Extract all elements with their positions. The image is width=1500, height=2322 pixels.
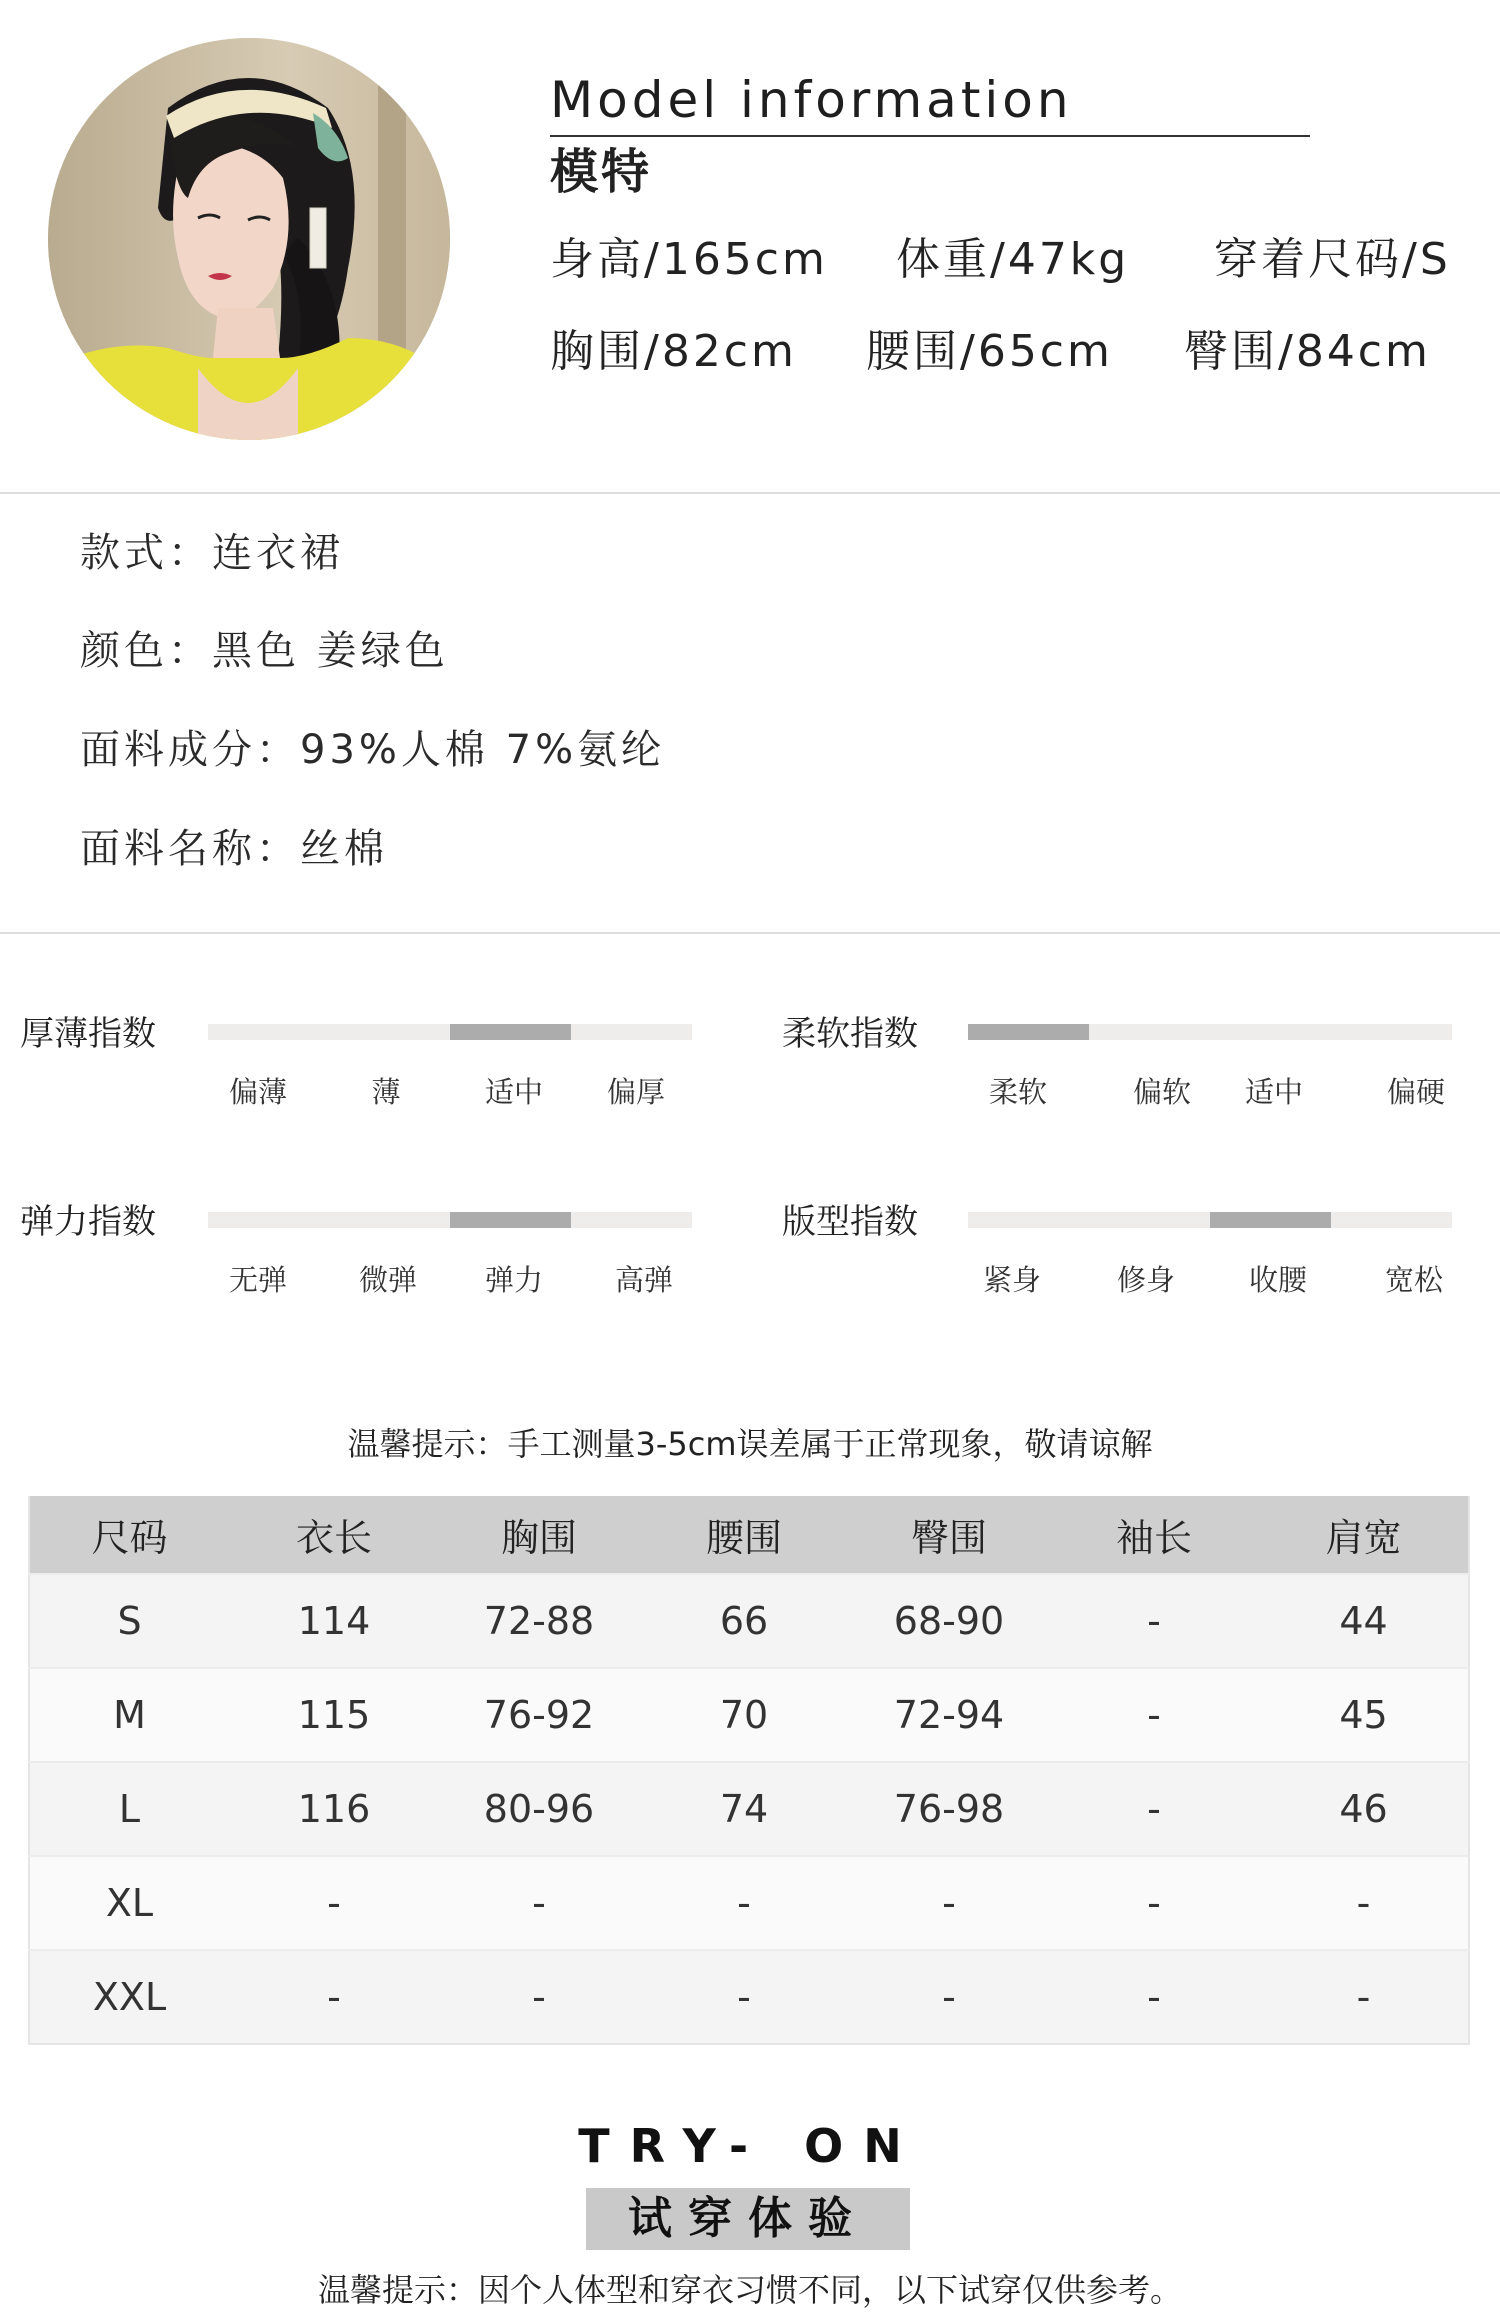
table-header-cell: 尺码 [29,1496,229,1574]
table-cell: - [639,1856,849,1950]
index-tick: 微弹 [358,1263,418,1297]
table-cell: 66 [639,1574,849,1668]
index-tick: 无弹 [228,1263,288,1297]
table-cell: - [1049,1856,1259,1950]
table-header-cell: 臀围 [849,1496,1049,1574]
attr-fabric-name: 面料名称：丝棉 [80,826,388,872]
table-cell: 44 [1259,1574,1469,1668]
table-cell: 115 [229,1668,439,1762]
index-title-fit: 版型指数 [782,1202,918,1242]
model-bust: 胸围/82cm [550,326,797,377]
index-tick: 偏厚 [606,1075,666,1109]
tryon-title-cn: 试穿体验 [628,2193,868,2244]
table-cell: 68-90 [849,1574,1049,1668]
index-marker-fit [1210,1212,1331,1228]
table-header-cell: 胸围 [439,1496,639,1574]
attr-fabric-composition: 面料成分：93%人棉 7%氨纶 [80,727,666,773]
table-header-cell: 衣长 [229,1496,439,1574]
table-cell: 72-94 [849,1668,1049,1762]
index-track-softness [968,1024,1452,1040]
table-cell: - [1049,1668,1259,1762]
index-tick: 弹力 [484,1263,544,1297]
table-cell: 74 [639,1762,849,1856]
index-tick: 薄 [371,1075,401,1109]
table-cell: M [29,1668,229,1762]
index-tick: 柔软 [988,1075,1048,1109]
table-row [29,1574,1469,1668]
table-cell: XXL [29,1950,229,2044]
table-row [29,1762,1469,1856]
model-size-worn: 穿着尺码/S [1214,234,1451,285]
tryon-tip: 温馨提示：因个人体型和穿衣习惯不同，以下试穿仅供参考。 [317,2271,1182,2309]
model-height: 身高/165cm [550,234,828,285]
index-tick: 偏薄 [228,1075,288,1109]
table-cell: 76-92 [439,1668,639,1762]
table-cell: XL [29,1856,229,1950]
table-cell: 70 [639,1668,849,1762]
index-tick: 宽松 [1384,1263,1444,1297]
model-info-subtitle: 模特 [550,144,653,200]
table-header-cell: 腰围 [639,1496,849,1574]
table-cell: - [849,1950,1049,2044]
table-cell: - [1049,1950,1259,2044]
table-cell: L [29,1762,229,1856]
index-tick: 适中 [484,1075,544,1109]
index-tick: 偏软 [1132,1075,1192,1109]
index-tick: 高弹 [614,1263,674,1297]
index-tick: 偏硬 [1386,1075,1446,1109]
table-cell: 76-98 [849,1762,1049,1856]
table-row [29,1668,1469,1762]
index-marker-thickness [450,1024,571,1040]
table-cell: - [639,1950,849,2044]
index-track-elasticity [208,1212,692,1228]
table-cell: S [29,1574,229,1668]
table-row [29,1950,1469,2044]
index-marker-softness [968,1024,1089,1040]
table-cell: 80-96 [439,1762,639,1856]
size-table [28,1496,1470,2045]
title-underline [550,135,1310,137]
table-cell: 45 [1259,1668,1469,1762]
table-cell: 114 [229,1574,439,1668]
table-cell: - [229,1856,439,1950]
index-track-thickness [208,1024,692,1040]
attr-style: 款式：连衣裙 [80,530,344,576]
model-waist: 腰围/65cm [866,326,1113,377]
model-weight: 体重/47kg [896,234,1130,285]
index-title-thickness: 厚薄指数 [20,1014,156,1054]
index-track-fit [968,1212,1452,1228]
table-cell: - [229,1950,439,2044]
table-header-row [29,1496,1469,1574]
attr-color: 颜色：黑色 姜绿色 [80,628,449,674]
table-cell: 116 [229,1762,439,1856]
table-cell: - [1259,1856,1469,1950]
index-tick: 紧身 [982,1263,1042,1297]
table-header-cell: 袖长 [1049,1496,1259,1574]
table-cell: - [439,1950,639,2044]
index-title-elasticity: 弹力指数 [20,1202,156,1242]
table-row [29,1856,1469,1950]
model-photo [48,38,450,440]
tryon-title-en: TRY- ON [578,2119,922,2173]
model-info-title: Model information [550,71,1073,129]
index-marker-elasticity [450,1212,571,1228]
model-hip: 臀围/84cm [1184,326,1431,377]
table-cell: - [849,1856,1049,1950]
section-divider [0,932,1500,934]
table-cell: - [1049,1762,1259,1856]
index-title-softness: 柔软指数 [782,1014,918,1054]
table-cell: - [1049,1574,1259,1668]
table-cell: 46 [1259,1762,1469,1856]
table-header-cell: 肩宽 [1259,1496,1469,1574]
index-tick: 收腰 [1248,1263,1308,1297]
table-cell: - [439,1856,639,1950]
index-tick: 适中 [1244,1075,1304,1109]
section-divider [0,492,1500,494]
table-cell: - [1259,1950,1469,2044]
index-tick: 修身 [1116,1263,1176,1297]
table-cell: 72-88 [439,1574,639,1668]
measurement-tip: 温馨提示：手工测量3-5cm误差属于正常现象，敬请谅解 [347,1425,1153,1463]
